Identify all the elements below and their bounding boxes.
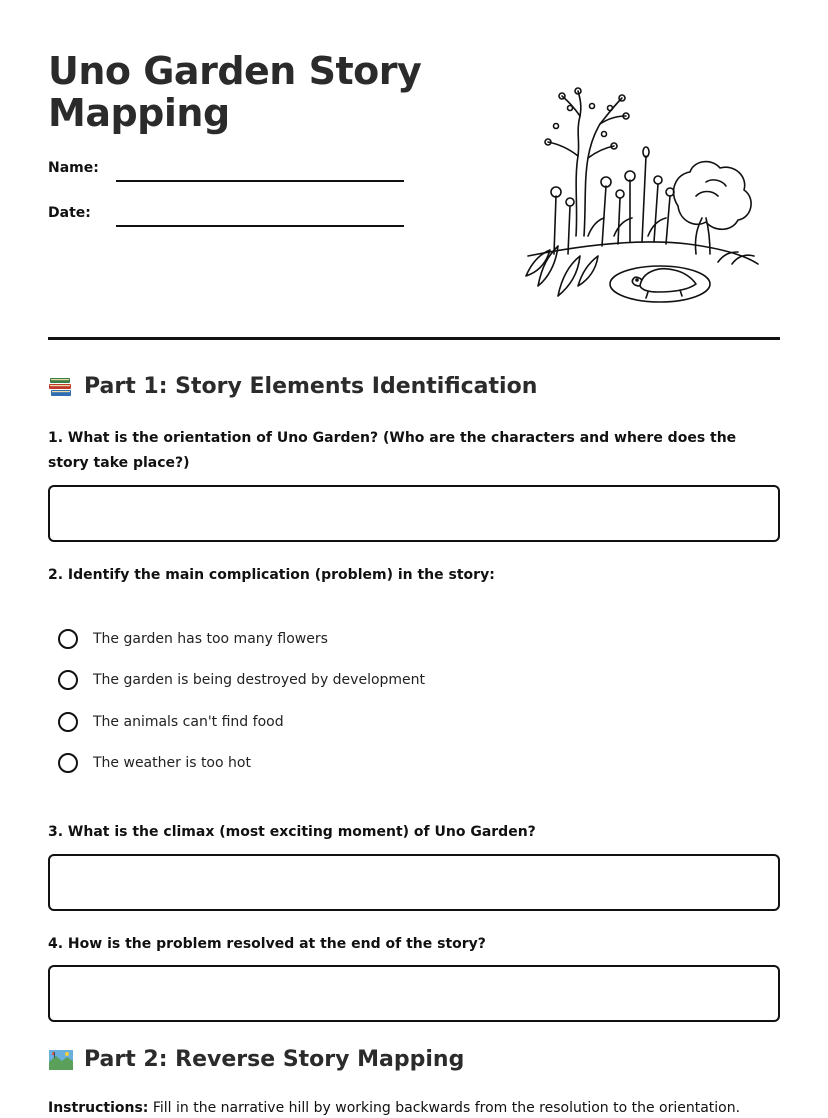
date-label: Date:	[48, 205, 91, 221]
part2-heading	[48, 1047, 464, 1072]
name-label: Name:	[48, 160, 99, 176]
answer-box-3[interactable]	[48, 854, 780, 911]
option-3[interactable]	[58, 710, 284, 734]
radio-button[interactable]	[58, 670, 78, 690]
date-field[interactable]	[116, 225, 404, 227]
name-field[interactable]	[116, 180, 404, 182]
option-label: The animals can't find food	[93, 714, 284, 730]
option-label: The garden has too many flowers	[93, 631, 328, 647]
option-label: The garden is being destroyed by development	[93, 672, 426, 688]
option-1[interactable]	[58, 627, 328, 651]
worksheet-title: Uno Garden Story Mapping	[48, 49, 422, 135]
part1-heading-text: Part 1: Story Elements Identification	[84, 374, 538, 399]
instructions-label: Instructions:	[48, 1100, 149, 1116]
name-field-row	[48, 160, 408, 190]
header-divider	[48, 337, 780, 340]
option-4[interactable]	[58, 751, 251, 775]
question-4: 4. How is the problem resolved at the end of the story?	[48, 936, 486, 952]
map-icon	[48, 1048, 74, 1072]
books-icon	[48, 375, 74, 399]
instructions	[48, 1098, 780, 1118]
question-1: 1. What is the orientation of Uno Garden? (Who are the characters and where does the story take place?)	[48, 430, 737, 471]
radio-button[interactable]	[58, 753, 78, 773]
question-3: 3. What is the climax (most exciting moment) of Uno Garden?	[48, 824, 536, 840]
part1-heading	[48, 374, 537, 399]
garden-illustration	[518, 86, 764, 306]
question-2: 2. Identify the main complication (problem) in the story:	[48, 567, 495, 583]
answer-box-4[interactable]	[48, 965, 780, 1022]
option-label: The weather is too hot	[93, 755, 251, 771]
date-field-row	[48, 205, 408, 235]
option-2[interactable]	[58, 668, 425, 692]
part2-heading-text: Part 2: Reverse Story Mapping	[84, 1047, 465, 1072]
answer-box-1[interactable]	[48, 485, 780, 542]
radio-button[interactable]	[58, 629, 78, 649]
instructions-text: Fill in the narrative hill by working backwards from the resolution to the orientation.	[148, 1100, 741, 1116]
radio-button[interactable]	[58, 712, 78, 732]
